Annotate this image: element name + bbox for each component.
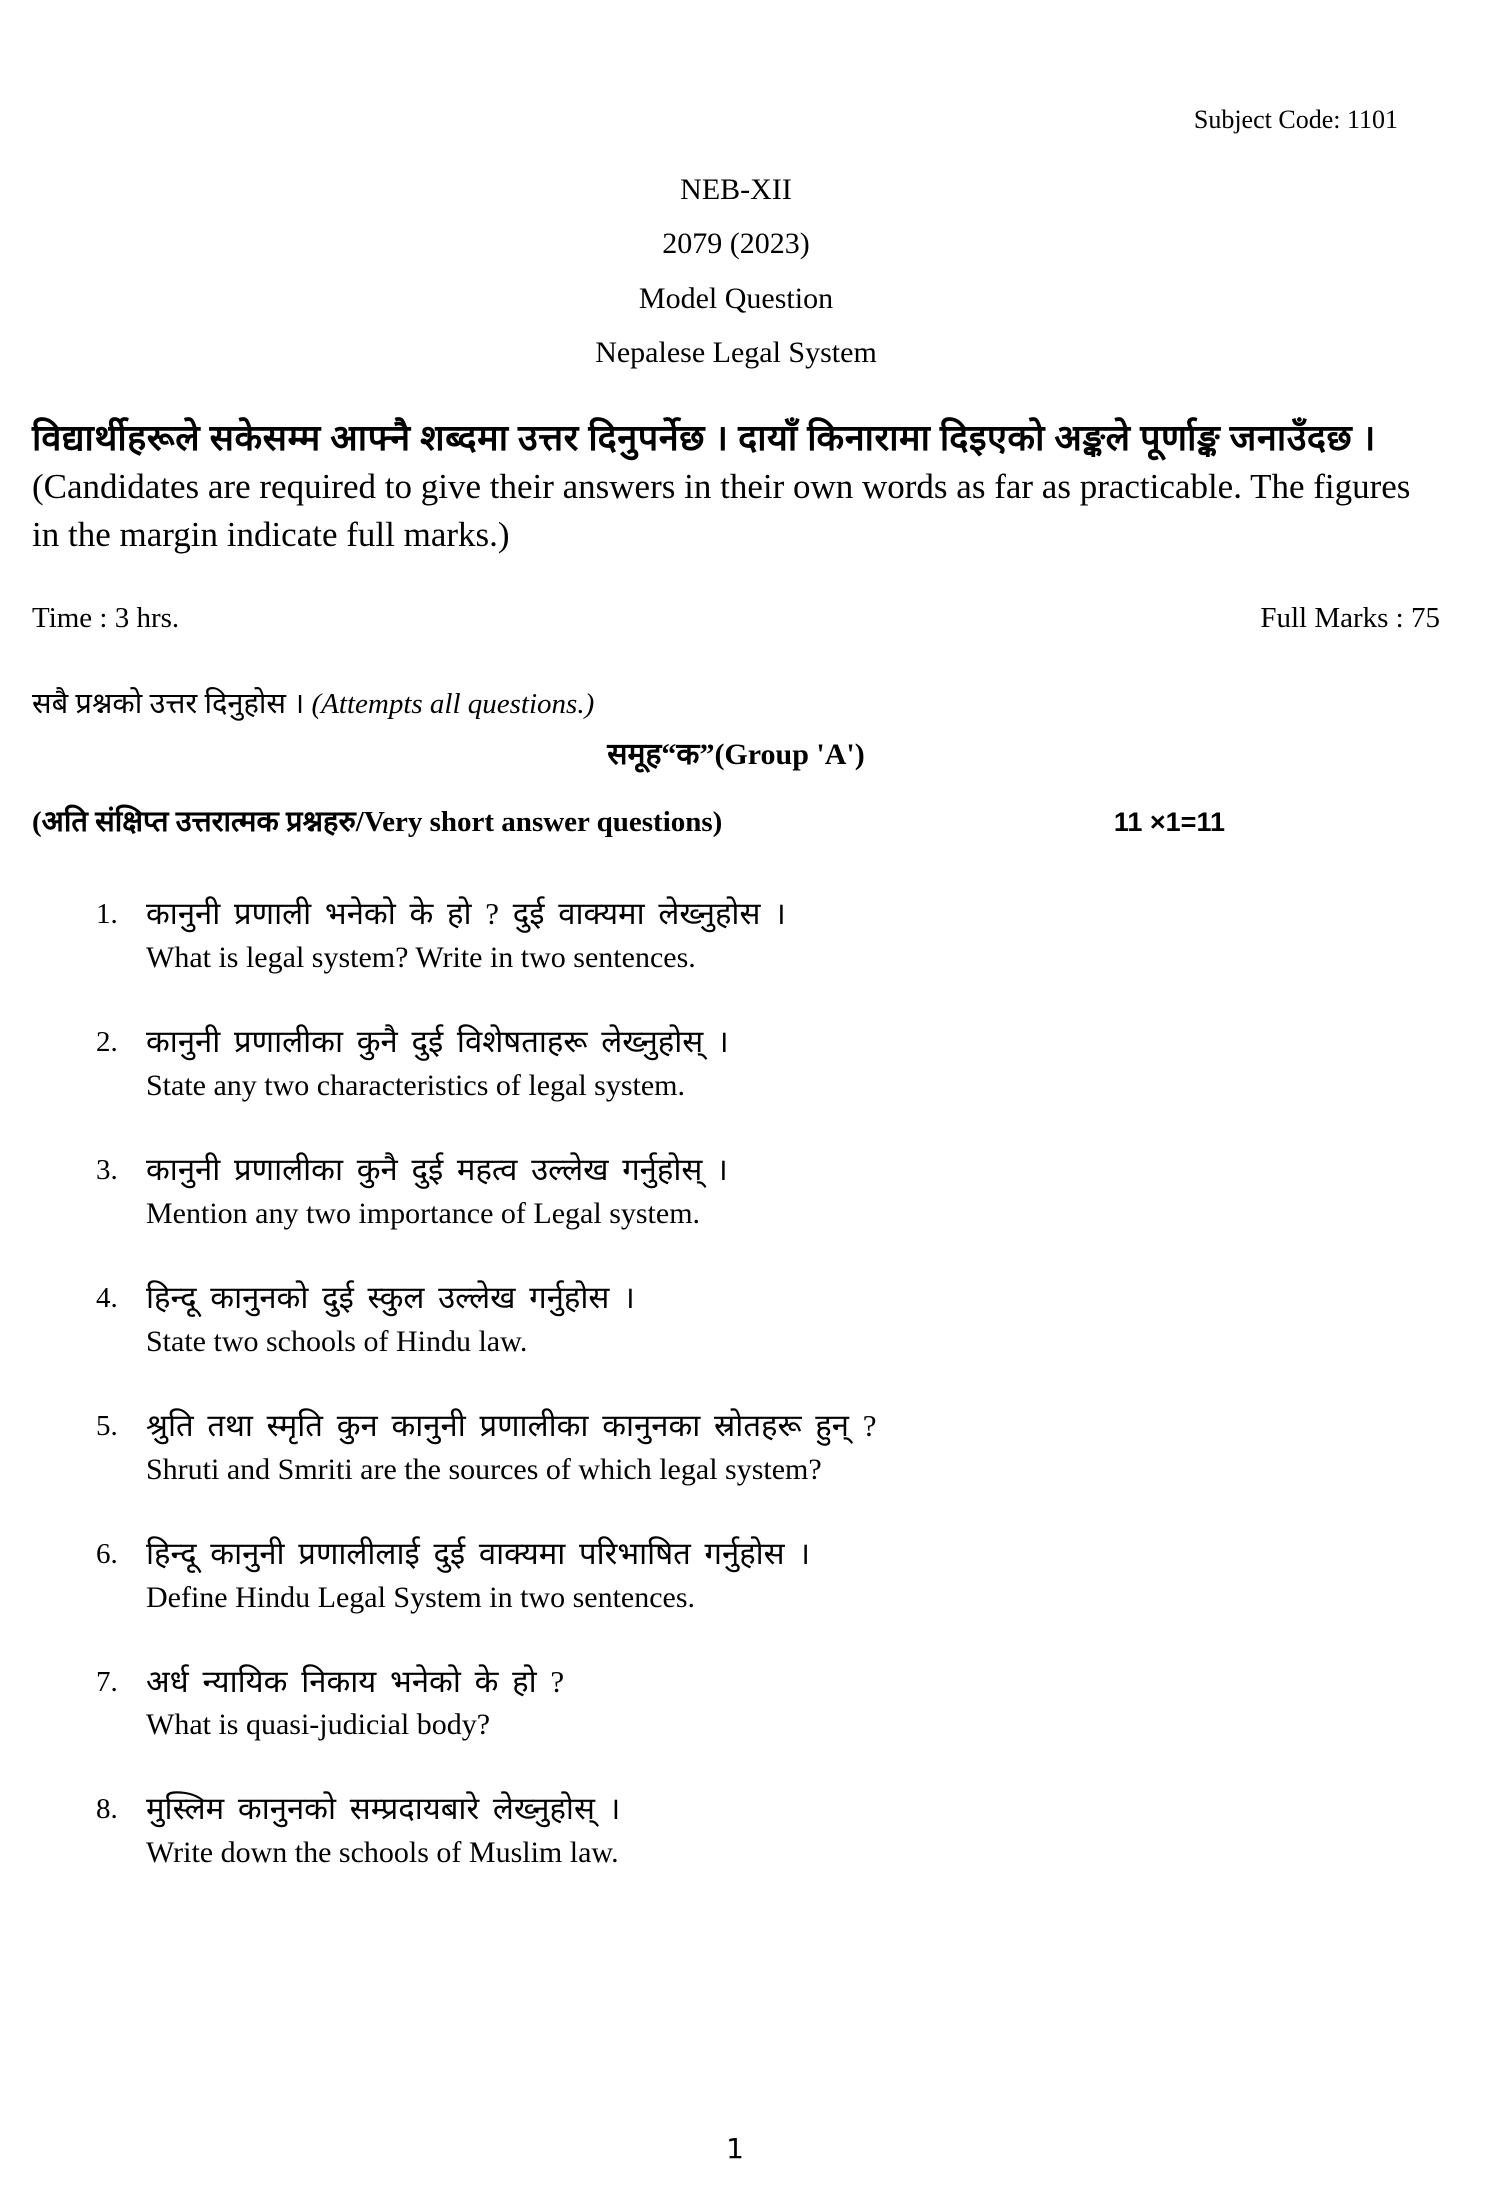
- attempt-instruction-english: (Attempts all questions.): [311, 687, 595, 720]
- attempt-instruction-nepali: सबै प्रश्नको उत्तर दिनुहोस ।: [32, 687, 305, 720]
- question-body: [146, 1148, 1420, 1235]
- exam-paper: [0, 106, 1500, 2212]
- question-text-nepali: कानुनी प्रणालीका कुनै दुई विशेषताहरू लेख्नुहोस् ।: [146, 1023, 729, 1059]
- exam-year: 2079 (2023): [662, 227, 810, 261]
- question-text-english: Write down the schools of Muslim law.: [146, 1836, 619, 1870]
- question-number: 3.: [96, 1153, 118, 1186]
- question-body: [146, 1532, 1420, 1619]
- question-body: [146, 1020, 1420, 1107]
- question-item: [96, 1532, 1440, 1619]
- section-marks: 11 ×1=11: [1113, 806, 1225, 837]
- subject-code: Subject Code: 1101: [1193, 105, 1398, 134]
- question-text-nepali: कानुनी प्रणालीका कुनै दुई महत्व उल्लेख गर्नुहोस् ।: [146, 1151, 728, 1187]
- question-text-english: State any two characteristics of legal system.: [146, 1068, 685, 1102]
- question-body: [146, 1404, 1420, 1491]
- question-item: [96, 1787, 1440, 1874]
- question-item: [96, 1404, 1440, 1491]
- question-item: [96, 1148, 1440, 1235]
- question-number: 8.: [96, 1793, 118, 1826]
- question-text-english: Shruti and Smriti are the sources of which legal system?: [146, 1452, 822, 1486]
- question-text-english: State two schools of Hindu law.: [146, 1324, 528, 1358]
- full-marks: Full Marks : 75: [1260, 601, 1440, 634]
- question-body: [146, 1787, 1420, 1874]
- question-text-nepali: हिन्दू कानुनको दुई स्कुल उल्लेख गर्नुहोस ।: [146, 1279, 635, 1315]
- question-text-nepali: कानुनी प्रणाली भनेको के हो ? दुई वाक्यमा लेख्नुहोस ।: [146, 895, 786, 931]
- attempt-instruction: [32, 683, 1440, 722]
- question-text-english: Define Hindu Legal System in two sentences.: [146, 1580, 696, 1614]
- section-heading: (अति संक्षिप्त उत्तरात्मक प्रश्नहरु/Very short answer questions): [32, 805, 723, 838]
- question-body: [146, 1660, 1420, 1747]
- question-list: [32, 892, 1440, 1875]
- instructions-nepali: विद्यार्थीहरूले सकेसम्म आफ्नै शब्दमा उत्तर दिनुपर्नेछ । दायाँ किनारामा दिइएको अङ्कले पूर्णाङ्क जनाउँदछ ।: [32, 417, 1376, 458]
- paper-header: [32, 173, 1440, 371]
- paper-type: Model Question: [638, 281, 834, 315]
- group-a-title: समूह“क”(Group 'A'): [607, 737, 865, 771]
- question-body: [146, 892, 1420, 979]
- question-text-nepali: अर्ध न्यायिक निकाय भनेको के हो ?: [146, 1663, 565, 1699]
- question-number: 4.: [96, 1281, 118, 1314]
- question-text-english: Mention any two importance of Legal system.: [146, 1196, 701, 1230]
- question-number: 2.: [96, 1025, 118, 1058]
- question-number: 6.: [96, 1537, 118, 1570]
- question-text-nepali: मुस्लिम कानुनको सम्प्रदायबारे लेख्नुहोस् ।: [146, 1791, 621, 1827]
- question-number: 7.: [96, 1665, 118, 1698]
- question-item: [96, 1276, 1440, 1363]
- question-text-english: What is legal system? Write in two sentences.: [146, 940, 696, 974]
- instructions-english: (Candidates are required to give their answers in their own words as far as practicable. The figures in the margin indicate full marks.): [32, 467, 1411, 554]
- question-text-nepali: श्रुति तथा स्मृति कुन कानुनी प्रणालीका कानुनका स्रोतहरू हुन् ?: [146, 1407, 877, 1443]
- section-heading-row: [32, 801, 1440, 840]
- subject-title: Nepalese Legal System: [595, 336, 877, 370]
- question-item: [96, 1020, 1440, 1107]
- question-text-english: What is quasi-judicial body?: [146, 1708, 491, 1742]
- board-title: NEB-XII: [680, 172, 792, 206]
- time-allowed: Time : 3 hrs.: [32, 601, 180, 634]
- question-item: [96, 1660, 1440, 1747]
- question-number: 5.: [96, 1409, 118, 1442]
- time-marks-row: [32, 602, 1440, 635]
- question-number: 1.: [96, 897, 118, 930]
- page-number: 1: [726, 2132, 744, 2165]
- question-body: [146, 1276, 1420, 1363]
- question-text-nepali: हिन्दू कानुनी प्रणालीलाई दुई वाक्यमा परिभाषित गर्नुहोस ।: [146, 1535, 811, 1571]
- question-item: [96, 892, 1440, 979]
